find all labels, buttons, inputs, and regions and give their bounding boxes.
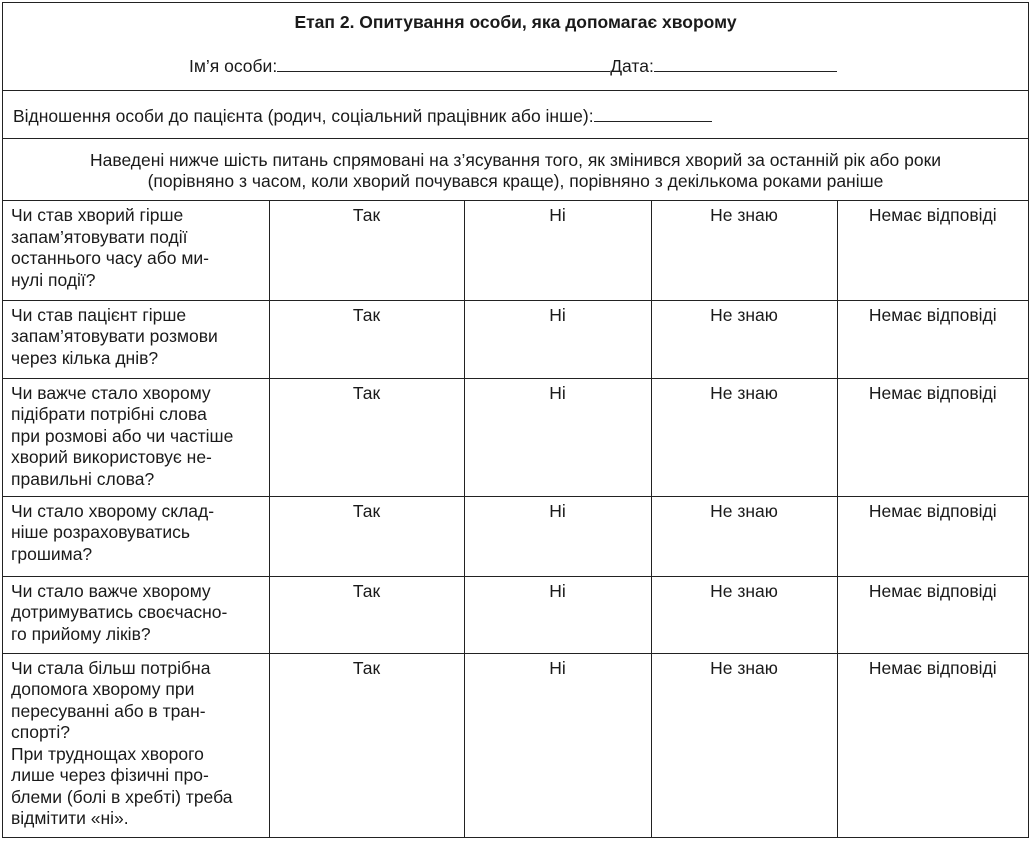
answer-yes[interactable]: Так (269, 576, 464, 653)
answer-no-answer[interactable]: Немає відповіді (837, 576, 1028, 653)
answer-no[interactable]: Ні (464, 496, 651, 576)
table-row (3, 653, 1028, 837)
answer-dont-know[interactable]: Не знаю (651, 496, 837, 576)
page-title: Етап 2. Опитування особи, яка допомагає хворому (294, 12, 737, 32)
question-3: Чи важче стало хворому підібрати потрібні слова при розмові або чи частіше хворий використовує не- правильні слова? (3, 378, 269, 496)
answer-no[interactable]: Ні (464, 300, 651, 378)
table-row (3, 576, 1028, 653)
table-row (3, 300, 1028, 378)
answer-yes[interactable]: Так (269, 653, 464, 837)
answer-dont-know[interactable]: Не знаю (651, 300, 837, 378)
intro-section (3, 139, 1028, 201)
relation-field[interactable] (594, 105, 712, 122)
question-6: Чи стала більш потрібна допомога хворому при пересуванні або в тран- спорті? При труднощах хворого лише через фізичні про- блеми (болі в хребті) треба відмітити «ні». (3, 653, 269, 837)
answer-no[interactable]: Ні (464, 201, 651, 300)
table-row (3, 496, 1028, 576)
relation-label: Відношення особи до пацієнта (родич, соціальний працівник або інше): (13, 106, 594, 126)
answer-no-answer[interactable]: Немає відповіді (837, 201, 1028, 300)
name-date-line (189, 55, 837, 77)
name-field[interactable] (277, 55, 610, 72)
question-4: Чи стало хворому склад- ніше розраховуватись грошима? (3, 496, 269, 576)
answer-dont-know[interactable]: Не знаю (651, 576, 837, 653)
answer-no[interactable]: Ні (464, 378, 651, 496)
answer-no-answer[interactable]: Немає відповіді (837, 378, 1028, 496)
date-label: Дата: (610, 56, 654, 76)
answer-dont-know[interactable]: Не знаю (651, 378, 837, 496)
answer-no-answer[interactable]: Немає відповіді (837, 300, 1028, 378)
intro-text (3, 150, 1028, 192)
intro-line-1: Наведені нижче шість питань спрямовані на з’ясування того, як змінився хворий за останній рік або роки (89, 150, 942, 170)
answer-no-answer[interactable]: Немає відповіді (868, 657, 997, 678)
answer-no[interactable]: Ні (464, 653, 651, 837)
answer-dont-know[interactable]: Не знаю (651, 653, 837, 837)
answer-yes[interactable]: Так (269, 378, 464, 496)
name-label: Ім’я особи: (189, 56, 278, 76)
answer-yes[interactable]: Так (269, 201, 464, 300)
answer-no-answer[interactable]: Немає відповіді (837, 496, 1028, 576)
question-5: Чи стало важче хворому дотримуватись своєчасно- го прийому ліків? (3, 576, 269, 653)
date-field[interactable] (654, 55, 837, 72)
question-2: Чи став пацієнт гірше запам’ятовувати розмови через кілька днів? (3, 300, 269, 378)
question-1: Чи став хворий гірше запам’ятовувати події останнього часу або ми- нулі події? (3, 201, 269, 300)
title-section (3, 3, 1028, 91)
intro-line-2: (порівняно з часом, коли хворий почувався краще), порівняно з декількома роками раніше (147, 171, 884, 191)
table-row (3, 378, 1028, 496)
questionnaire-form (2, 2, 1029, 838)
answer-yes[interactable]: Так (269, 496, 464, 576)
answer-dont-know[interactable]: Не знаю (651, 201, 837, 300)
answer-no[interactable]: Ні (464, 576, 651, 653)
answer-yes[interactable]: Так (269, 300, 464, 378)
relation-line (13, 105, 712, 127)
table-row (3, 201, 1028, 300)
questions-table (3, 201, 1028, 837)
relation-section (3, 91, 1028, 139)
